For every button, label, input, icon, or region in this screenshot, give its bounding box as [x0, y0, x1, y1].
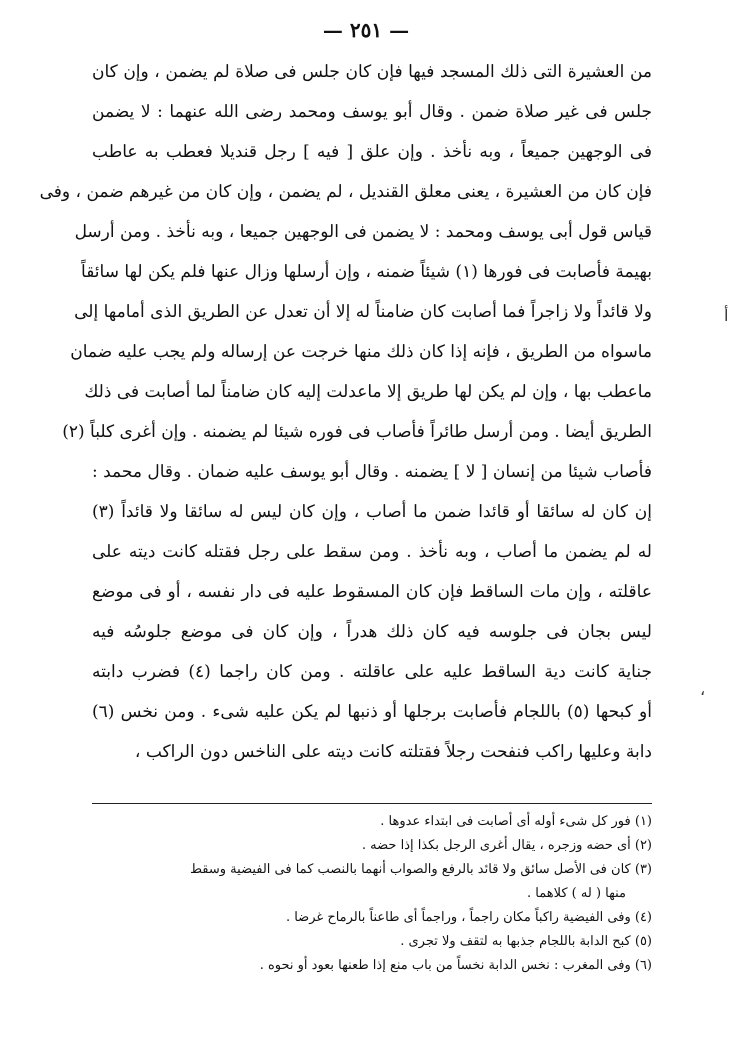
text-line: ماعطب بها ، وإن لم يكن لها طريق إلا ماعدلت إليه كان ضامناً لما أصابت فى ذلك	[84, 382, 652, 402]
footnote: (٣) كان فى الأصل سائق ولا قائد بالرفع والصواب أنهما بالنصب كما فى الفيضية وسقط	[189, 862, 652, 877]
page-number: — ٢٥١ —	[322, 18, 410, 42]
text-line: جناية كانت دية الساقط عليه على عاقلته . ومن كان راجما (٤) فضرب دابته	[92, 662, 652, 682]
text-line: فأصاب شيئا من إنسان [ لا ] يضمنه . وقال أبو يوسف عليه ضمان . وقال محمد :	[92, 462, 652, 482]
footnote: (٥) كبح الدابة باللجام جذبها به لتقف ولا تجرى .	[400, 934, 652, 949]
footnote-separator	[92, 803, 652, 804]
text-line: دابة وعليها راكب فنفحت رجلاً فقتلته كانت ديته على الناخس دون الراكب ،	[134, 742, 652, 762]
text-line: ماسواه من الطريق ، فإنه إذا كان ذلك منها خرجت عن إرساله ولم يجب عليه ضمان	[70, 342, 652, 362]
text-line: ولا قائداً ولا زاجراً فما أصابت كان ضامناً له إلا أن تعدل عن الطريق الذى أمامها إلى	[74, 302, 652, 322]
right-margin-mark: أ	[724, 306, 729, 325]
text-line: جلس فى غير صلاة ضمن . وقال أبو يوسف ومحمد رضى الله عنهما : لا يضمن	[92, 102, 652, 122]
footnote-continuation: منها ( له ) كلاهما .	[527, 886, 626, 901]
text-line: له لم يضمن ما أصاب ، وبه نأخذ . ومن سقط على رجل فقتله كانت ديته على	[92, 542, 652, 562]
text-line: فى الوجهين جميعاً ، وبه نأخذ . وإن علق [ فيه ] رجل قنديلا فعطب به عاطب	[92, 142, 652, 162]
footnote: (٦) وفى المغرب : نخس الدابة نخساً من باب منع إذا طعنها بعود أو نحوه .	[259, 958, 652, 973]
footnote: (٢) أى حضه وزجره ، يقال أغرى الرجل بكذا إذا حضه .	[361, 838, 652, 853]
text-line: فإن كان من العشيرة ، يعنى معلق القنديل ، لم يضمن ، وإن كان من غيرهم ضمن ، وفى	[39, 182, 652, 202]
text-line: الطريق أيضا . ومن أرسل طائراً فأصاب فى فوره شيئا لم يضمنه . وإن أغرى كلباً (٢)	[62, 422, 652, 442]
footnote: (٤) وفى الفيضية راكباً مكان راجماً ، وراجماً أى طاعناً بالرماح غرضا .	[285, 910, 652, 925]
footnote: (١) فور كل شىء أوله أى أصابت فى ابتداء عدوها .	[380, 814, 652, 829]
text-line: إن كان له سائقا أو قائدا ضمن ما أصاب ، وإن كان ليس له سائقا ولا قائداً (٣)	[92, 502, 652, 522]
text-line: ليس بجان فى جلوسه فيه كان ذلك هدراً ، وإن كان فى موضع جلوسُه فيه	[92, 622, 652, 642]
text-line: عاقلته ، وإن مات الساقط فإن كان المسقوط عليه فى دار نفسه ، أو فى موضع	[92, 582, 652, 602]
main-text	[39, 52, 652, 772]
text-line: من العشيرة التى ذلك المسجد فيها فإن كان جلس فى صلاة لم يضمن ، وإن كان	[92, 62, 652, 82]
left-margin-mark: ،	[700, 680, 706, 699]
text-line: أو كبحها (٥) باللجام فأصابت برجلها أو ذنبها لم يكن عليه شىء . ومن نخس (٦)	[92, 702, 652, 722]
footnotes	[92, 810, 652, 978]
text-line: بهيمة فأصابت فى فورها (١) شيئاً ضمنه ، وإن أرسلها وزال عنها فلم يكن لها سائقاً	[81, 262, 652, 282]
text-line: قياس قول أبى يوسف ومحمد : لا يضمن فى الوجهين جميعا ، وبه نأخذ . ومن أرسل	[74, 222, 652, 242]
